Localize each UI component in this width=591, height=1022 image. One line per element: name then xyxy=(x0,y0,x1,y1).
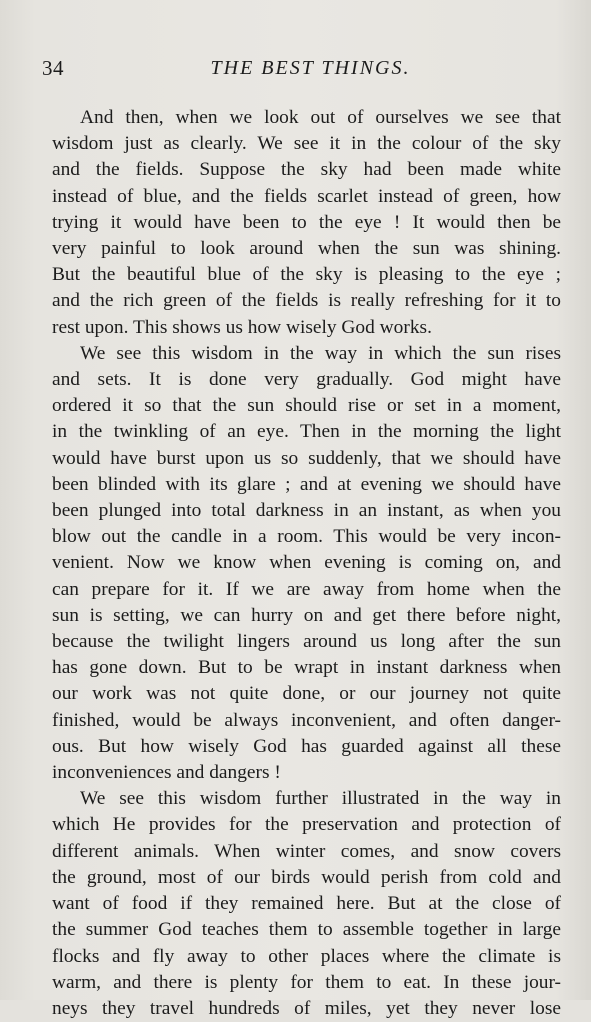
text-line: warm, and there is plenty for them to eat. In these jour- xyxy=(52,971,561,993)
text-line: has gone down. But to be wrapt in instant darkness when xyxy=(52,657,561,679)
text-line: neys they travel hundreds of miles, yet they never lose xyxy=(52,997,561,1019)
page-number: 34 xyxy=(42,56,64,80)
paragraph xyxy=(52,341,561,786)
text-line: the summer God teaches them to assemble together in large xyxy=(52,919,561,941)
text-line: trying it would have been to the eye ! It would then be xyxy=(52,211,561,233)
text-line: and sets. It is done very gradually. God might have xyxy=(52,369,561,391)
running-head-title: THE BEST THINGS. xyxy=(210,57,411,79)
text-line: been plunged into total darkness in an instant, as when you xyxy=(52,500,561,522)
text-line: our work was not quite done, or our journey not quite xyxy=(52,683,561,705)
text-line: and the rich green of the fields is really refreshing for it to xyxy=(52,290,561,312)
text-line: flocks and fly away to other places where the climate is xyxy=(52,945,561,967)
text-line: And then, when we look out of ourselves we see that xyxy=(80,107,561,128)
text-line: finished, would be always inconvenient, and often danger- xyxy=(52,709,561,731)
text-line: sun is setting, we can hurry on and get there before night, xyxy=(52,604,561,626)
paragraph xyxy=(52,105,561,341)
text-line: and the fields. Suppose the sky had been made white xyxy=(52,159,561,181)
text-line: ous. But how wisely God has guarded against all these xyxy=(52,735,561,757)
text-line: inconveniences and dangers ! xyxy=(52,762,281,784)
text-line: because the twilight lingers around us long after the sun xyxy=(52,631,561,653)
text-line: ordered it so that the sun should rise or set in a moment, xyxy=(52,395,561,417)
text-line: can prepare for it. If we are away from home when the xyxy=(52,578,561,600)
text-line: rest upon. This shows us how wisely God works. xyxy=(52,316,432,338)
text-line: would have burst upon us so suddenly, that we should have xyxy=(52,447,561,469)
text-line: instead of blue, and the fields scarlet instead of green, how xyxy=(52,185,561,207)
text-line: We see this wisdom further illustrated in the way in xyxy=(80,788,561,810)
text-line: the ground, most of our birds would perish from cold and xyxy=(52,866,561,888)
text-line: very painful to look around when the sun was shining. xyxy=(52,238,561,260)
running-head xyxy=(0,56,591,86)
paragraph xyxy=(52,786,561,1022)
text-line: different animals. When winter comes, and snow covers xyxy=(52,840,561,862)
text-line: want of food if they remained here. But at the close of xyxy=(52,893,561,915)
body-text xyxy=(52,105,561,1022)
text-line: in the twinkling of an eye. Then in the morning the light xyxy=(52,421,561,443)
text-line: wisdom just as clearly. We see it in the colour of the sky xyxy=(52,133,561,155)
text-line: We see this wisdom in the way in which the sun rises xyxy=(80,342,561,364)
text-line: venient. Now we know when evening is coming on, and xyxy=(52,552,561,574)
text-line: been blinded with its glare ; and at evening we should have xyxy=(52,473,561,495)
text-line: But the beautiful blue of the sky is pleasing to the eye ; xyxy=(52,264,561,286)
text-line: which He provides for the preservation and protection of xyxy=(52,814,561,836)
text-line: blow out the candle in a room. This would be very incon- xyxy=(52,526,561,548)
